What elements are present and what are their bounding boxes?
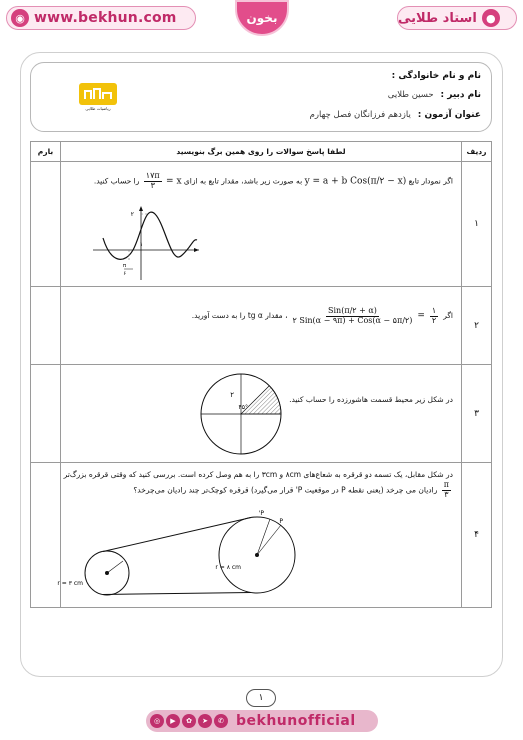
question-table (30, 141, 492, 608)
question-4 (57, 463, 462, 608)
table-header-row (31, 142, 492, 162)
q2-expression (293, 307, 413, 326)
table-row (31, 287, 492, 365)
mark-cell[interactable] (31, 287, 61, 365)
q4-small-radius: r = ۳ cm (57, 580, 83, 587)
top-banner (0, 0, 523, 38)
q4-point-p-prime: P' (258, 510, 264, 517)
q2-text-b: ، مقدار tg α را به دست آورید. (191, 311, 288, 321)
q2-denominator: ۲ Sin(α − ۹π) + Cos(α − ۵π/۲) (292, 315, 413, 325)
mark-cell[interactable] (31, 365, 61, 463)
school-logo (79, 83, 117, 113)
q2-text: اگر $\frac{۱}{۲}$ = $\frac{\text{Sin(π/۲ + α)}}{\text{۲ Sin(α − ۹π) + Cos(α − ۵π/۲)}}$ ، مقدار tg α را به دست آورید. (191, 306, 453, 325)
q2-ratio: $\frac{۱}{۲}$ (431, 306, 437, 325)
col-header-question: لطفا پاسخ سوالات را روی همین برگ بنویسید (61, 142, 462, 162)
teacher-label: نام دبیر : (440, 90, 481, 100)
youtube-icon[interactable]: ▶ (166, 714, 180, 728)
profile-icon: ● (482, 9, 500, 27)
q4-pulley-figure (57, 505, 317, 603)
q1-text-a: اگر نمودار تابع (408, 176, 453, 186)
social-handle[interactable]: bekhunofficial (236, 713, 356, 729)
exam-label: عنوان آزمون : (417, 110, 481, 120)
exam-header (30, 62, 492, 132)
site-url[interactable]: www.bekhun.com (34, 10, 177, 26)
mark-cell[interactable] (31, 162, 61, 287)
q1-graph-x-num: π (122, 263, 126, 269)
aparat-icon[interactable]: ✿ (182, 714, 196, 728)
col-header-num: ردیف (462, 142, 492, 162)
instagram-icon[interactable]: ◎ (150, 714, 164, 728)
whatsapp-icon[interactable]: ✆ (214, 714, 228, 728)
question-number: ۱ (462, 162, 492, 287)
exam-title: یازدهم فرزانگان فصل چهارم (309, 110, 411, 120)
q3-radius-label: ۲ (230, 391, 234, 399)
q4-text (53, 469, 453, 500)
q3-circle-figure (196, 369, 286, 459)
table-row (31, 463, 492, 608)
q4-line1: در شکل مقابل، یک تسمه دو قرقره به شعاع‌های ۸cm و ۳cm را به هم وصل کرده است. بررسی کنید که وقتی قرقره بزرگ‌تر (63, 470, 453, 479)
q1-x-value: $\frac{۱۷\pi}{۳}$ (145, 171, 160, 190)
question-2 (61, 287, 462, 365)
q1-text: اگر نمودار تابع y = a + b Cos(π/۲ − x) به صورت زیر باشد، مقدار تابع به ازای x = $\frac{۱۷\pi}{۳}$ را حساب کنید. (93, 171, 453, 190)
page-number: ۱ (246, 689, 276, 707)
question-number: ۴ (462, 463, 492, 608)
table-row (31, 162, 492, 287)
name-label: نام و نام خانوادگی : (391, 71, 481, 81)
q1-graph-x-den: ۶ (123, 271, 126, 277)
question-3 (61, 365, 462, 463)
table-row (31, 365, 492, 463)
logo-caption: ریاضیات طلایی (85, 106, 111, 111)
col-header-mark: بارم (31, 142, 61, 162)
student-name-line (392, 71, 481, 81)
telegram-icon[interactable]: ➤ (198, 714, 212, 728)
exam-title-line (310, 110, 481, 120)
question-1 (61, 162, 462, 287)
q4-point-p: P (279, 518, 283, 525)
q4-angle: $\frac{\pi}{۳}$ (443, 480, 449, 499)
teacher-pill[interactable] (397, 6, 517, 30)
website-pill[interactable] (6, 6, 196, 30)
teacher-name: حسین طلایی (387, 90, 434, 100)
q1-graph-y-max: ۲ (130, 211, 134, 218)
social-footer (146, 710, 378, 732)
teacher-line (388, 90, 481, 100)
brand-name: استاد طلایی (398, 10, 477, 26)
q1-text-c: را حساب کنید. (93, 176, 140, 186)
q1-text-b: به صورت زیر باشد، مقدار تابع به ازای (183, 176, 303, 186)
q4-big-radius: r = ۸ cm (215, 564, 241, 571)
q1-graph (93, 204, 203, 282)
q1-graph-y1: ۱ (139, 241, 143, 248)
globe-icon: ◉ (11, 9, 29, 27)
logo-text: بخون (246, 11, 278, 25)
q1-formula: y = a + b Cos (304, 176, 368, 187)
logo-mark-icon (79, 83, 117, 105)
bekhun-logo (235, 0, 289, 36)
question-number: ۲ (462, 287, 492, 365)
q3-text: در شکل زیر محیط قسمت هاشورزده را حساب کنید. (289, 395, 453, 404)
q4-line2: رادیان می چرخد (یعنی نقطه P در موقعیت P' قرار می‌گیرد) قرقره کوچک‌تر چند رادیان می‌چرخد؟ (133, 485, 438, 495)
q3-angle-label: ۴۵° (238, 404, 248, 411)
q2-text-a: اگر (443, 311, 453, 321)
question-number: ۳ (462, 365, 492, 463)
q2-numerator: Sin(π/۲ + α) (328, 306, 377, 315)
